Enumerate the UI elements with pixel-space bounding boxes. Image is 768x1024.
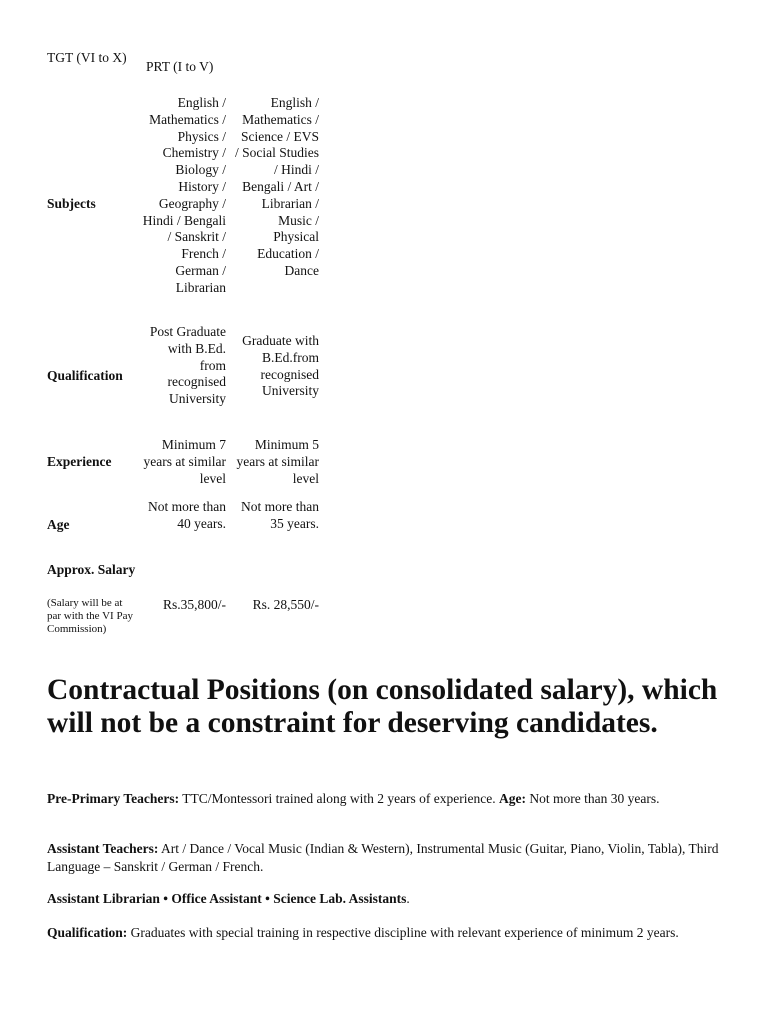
preprimary-text: TTC/Montessori trained along with 2 years of experience. <box>179 791 500 806</box>
subjects-tgt-cell: English / Mathematics / Physics / Chemistry / Biology / History / Geography / Hindi / Bengali / Sanskrit / French / German / Librarian <box>142 95 226 295</box>
salary-tgt-cell: Rs.35,800/- <box>162 597 226 612</box>
subjects-prt-cell: English / Mathematics / Science / EVS / Social Studies / Hindi / Bengali / Art / Librarian / Music / Physical Education / Dance <box>235 95 319 278</box>
age-tgt-cell: Not more than 40 years. <box>148 499 226 531</box>
salary-note: (Salary will be at par with the VI Pay Commission) <box>47 597 133 635</box>
experience-prt-cell: Minimum 5 years at similar level <box>236 437 319 486</box>
posts-label: Assistant Librarian • Office Assistant • Science Lab. Assistants <box>47 891 407 906</box>
experience-tgt-cell: Minimum 7 years at similar level <box>143 437 226 486</box>
preprimary-age-label: Age: <box>499 791 527 806</box>
assistant-teachers-paragraph <box>47 840 737 875</box>
preprimary-label: Pre-Primary Teachers: <box>47 791 180 806</box>
qualification-paragraph <box>47 924 737 942</box>
row-label-experience: Experience <box>47 454 112 469</box>
col-header-tgt: TGT (VI to X) <box>47 50 127 65</box>
qualification-prt-cell: Graduate with B.Ed.from recognised University <box>242 333 319 399</box>
row-label-subjects: Subjects <box>47 196 96 211</box>
salary-prt-cell: Rs. 28,550/- <box>252 597 319 612</box>
qualification-para-text: Graduates with special training in respective discipline with relevant experience of minimum 2 years. <box>127 925 679 940</box>
assistant-teachers-label: Assistant Teachers: <box>47 841 159 856</box>
posts-text: . <box>406 891 410 906</box>
preprimary-paragraph <box>47 790 737 808</box>
section-heading: Contractual Positions (on consolidated salary), which will not be a constraint for deserving candidates. <box>47 674 718 739</box>
row-label-age: Age <box>47 517 70 532</box>
age-prt-cell: Not more than 35 years. <box>241 499 319 531</box>
assistant-teachers-text: Art / Dance / Vocal Music (Indian & Western), Instrumental Music (Guitar, Piano, Violin, Tabla), Third Language – Sanskrit / German / French. <box>47 841 719 874</box>
row-label-qualification: Qualification <box>47 368 123 383</box>
posts-paragraph <box>47 890 737 908</box>
qualification-tgt-cell: Post Graduate with B.Ed. from recognised University <box>149 324 226 407</box>
qualification-para-label: Qualification: <box>47 925 128 940</box>
preprimary-age-text: Not more than 30 years. <box>526 791 660 806</box>
row-label-salary: Approx. Salary <box>47 562 136 577</box>
col-header-prt: PRT (I to V) <box>146 59 214 74</box>
